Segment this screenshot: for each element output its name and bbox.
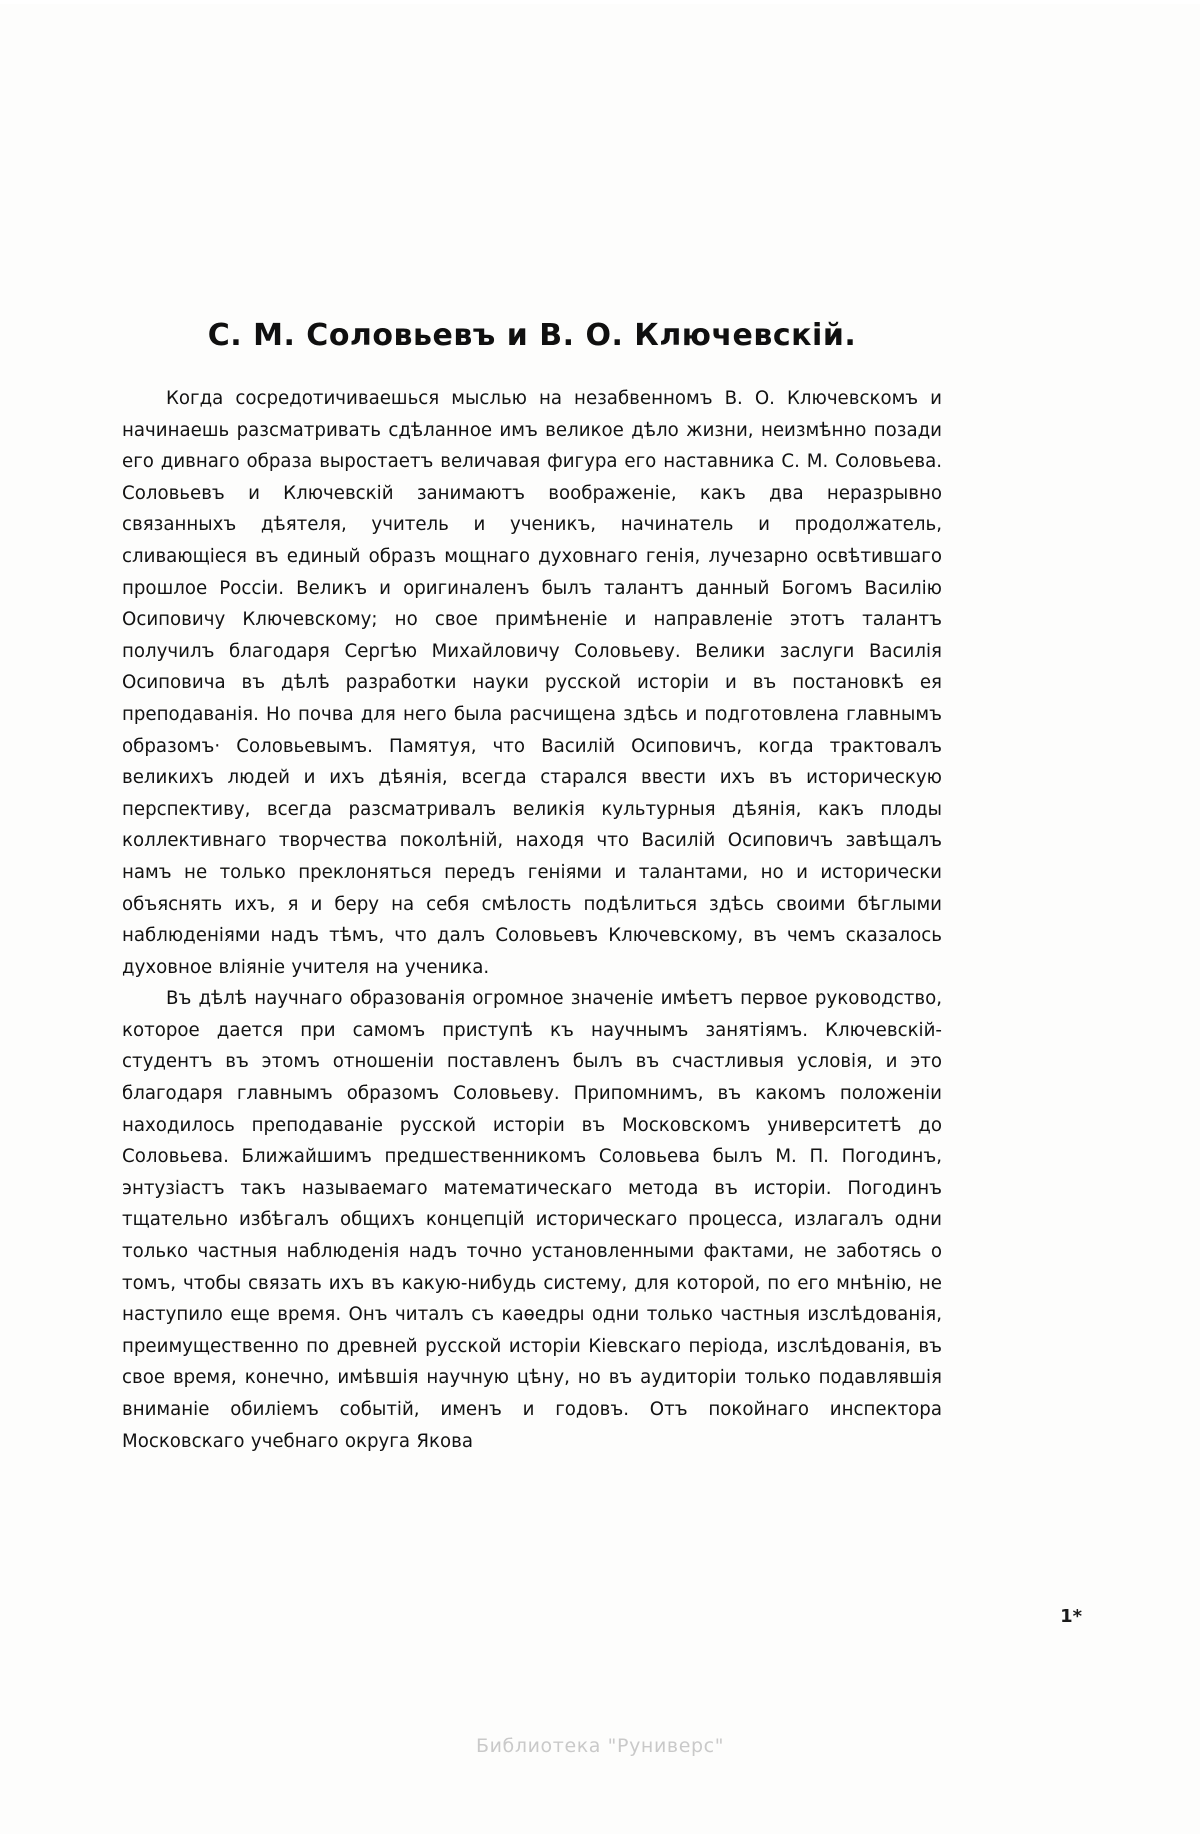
page-signature-marker: 1*: [1060, 1606, 1082, 1627]
page-top-edge: [0, 0, 1200, 4]
body-paragraph-2: Въ дѣлѣ научнаго образованія огромное значеніе имѣетъ первое руководство, которое дается при самомъ приступѣ къ научнымъ занятіямъ. Ключевскій-студентъ въ этомъ отношеніи поставленъ былъ въ счастливыя условія, и это благодаря главнымъ образомъ Соловьеву. Припомнимъ, въ какомъ положеніи находилось преподаваніе русской исторіи въ Московскомъ университетѣ до Соловьева. Ближайшимъ предшественникомъ Соловьева былъ М. П. Погодинъ, энтузіастъ такъ называемаго математическаго метода въ исторіи. Погодинъ тщательно избѣгалъ общихъ концепцій историческаго процесса, излагалъ одни только частныя наблюденія надъ точно установленными фактами, не заботясь о томъ, чтобы связать ихъ въ какую-нибудь систему, для которой, по его мнѣнію, не наступило еще время. Онъ читалъ съ каѳедры одни только частныя изслѣдованія, преимущественно по древней русской исторіи Кіевскаго періода, изслѣдованія, въ свое время, конечно, имѣвшія научную цѣну, но въ аудиторіи только подавлявшія вниманіе обиліемъ событій, именъ и годовъ. Отъ покойнаго инспектора Московскаго учебнаго округа Якова: [122, 988, 942, 1452]
page-title: С. М. Соловьевъ и В. О. Ключевскій.: [207, 318, 857, 353]
text-column: [122, 318, 942, 1457]
body-paragraph-1: Когда сосредотичиваешься мыслью на незабвенномъ В. О. Ключевскомъ и начинаешь разсматривать сдѣланное имъ великое дѣло жизни, неизмѣнно позади его дивнаго образа выростаетъ величавая фигура его наставника С. М. Соловьева. Соловьевъ и Ключевскій занимаютъ воображеніе, какъ два неразрывно связанныхъ дѣятеля, учитель и ученикъ, начинатель и продолжатель, сливающіеся въ единый образъ мощнаго духовнаго генія, лучезарно освѣтившаго прошлое Россіи. Великъ и оригиналенъ былъ талантъ данный Богомъ Василію Осиповичу Ключевскому; но свое примѣненіе и направленіе этотъ талантъ получилъ благодаря Сергѣю Михайловичу Соловьеву. Велики заслуги Василія Осиповича въ дѣлѣ разработки науки русской исторіи и въ постановкѣ ея преподаванія. Но почва для него была расчищена здѣсь и подготовлена главнымъ образомъ· Соловьевымъ. Памятуя, что Василій Осиповичъ, когда трактовалъ великихъ людей и ихъ дѣянія, всегда старался ввести ихъ въ историческую перспективу, всегда разсматривалъ великія культурныя дѣянія, какъ плоды коллективнаго творчества поколѣній, находя что Василій Осиповичъ завѣщалъ намъ не только преклоняться передъ геніями и талантами, но и исторически объяснять ихъ, я и беру на себя смѣлость подѣлиться здѣсь своими бѣглыми наблюденіями надъ тѣмъ, что далъ Соловьевъ Ключевскому, въ чемъ сказалось духовное вліяніе учителя на ученика.: [122, 388, 942, 978]
library-watermark: Библиотека "Руниверс": [475, 1735, 725, 1757]
